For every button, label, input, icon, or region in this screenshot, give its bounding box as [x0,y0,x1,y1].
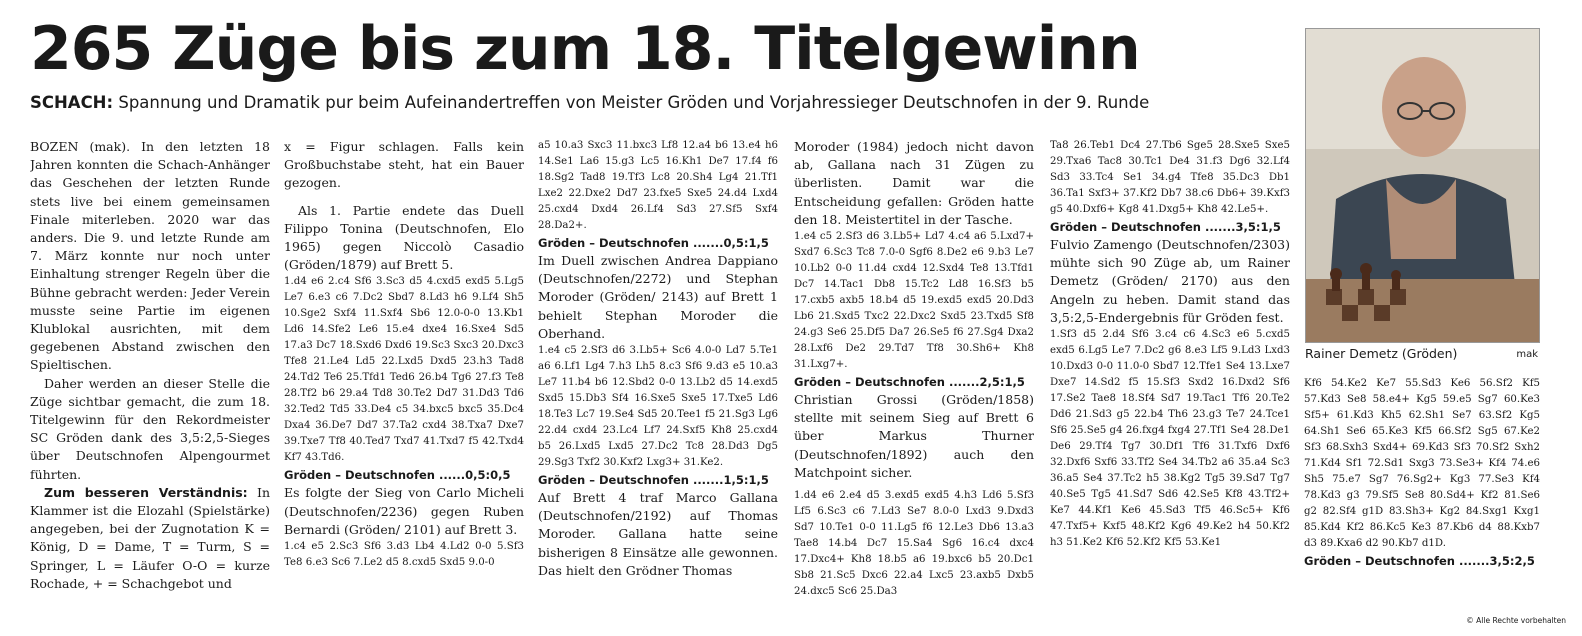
paragraph-text: In Klammer ist die Elozahl (Spielstärke) angegeben, bei der Zugnotation K = König, D = Dame, T = Turm, S = Springer, L = Läufer O-O = kurze Rochade, + = Schachgebot und [30,484,270,591]
score-line: Gröden – Deutschnofen .......3,5:2,5 [1304,554,1535,568]
headline: 265 Züge bis zum 18. Titelgewinn [30,14,1140,84]
move-notation: 1.Sf3 d5 2.d4 Sf6 3.c4 c6 4.Sc3 e6 5.cxd5 exd5 6.Lg5 Le7 7.Dc2 g6 8.e3 Lf5 9.Ld3 Lxd3 10.Dxd3 0-0 11.0-0 Sbd7 12.Tfe1 Se4 13.Lxe7 Dxe7 14.Sd2 f5 15.Sf3 Sxd2 16.Dxd2 Sf6 17.Se2 Tae8 18.Sf4 Sd7 19.Tac1 Tf6 20.Te2 Dd6 21.Sd3 g5 22.b4 Th6 23.g3 Te7 24.Tce1 Sf6 25.Se5 g4 26.fxg4 fxg4 27.Tf1 Se4 28.De1 De6 29.Tf4 Tg7 30.Df1 Tf6 31.Txf6 Dxf6 32.Dxf6 Sxf6 33.Tf2 Se4 34.Tb2 a6 35.a4 Sc3 36.a5 Se4 37.Tc2 h5 38.Kg2 Tg5 39.Sd7 Tg7 40.Se5 Tg5 41.Sd7 Sd6 42.Se5 Kf8 43.Tf2+ Ke7 44.Kf1 Ke6 45.Sd3 Tf5 46.Sc5+ Kf6 47.Txf5+ Kxf5 48.Kf2 Kg6 49.Ke2 h4 50.Kf2 h3 51.Ke2 Kf6 52.Kf2 Kf5 53.Ke1 [1050,329,1290,549]
paragraph: Als 1. Partie endete das Duell Filippo Tonina (Deutschnofen, Elo 1965) gegen Niccolò Casadio (Gröden/1879) auf Brett 5. [284,202,524,273]
score-line: Gröden – Deutschnofen .......1,5:1,5 [538,473,769,488]
photo-caption [1305,346,1538,361]
article-column-5 [1050,138,1290,632]
article-column-1 [30,138,270,632]
paragraph-lead: Zum besseren Verständnis: [44,484,248,500]
move-notation: Ta8 26.Teb1 Dc4 27.Tb6 Sge5 28.Sxe5 Sxe5 29.Txa6 Tac8 30.Tc1 De4 31.f3 Dg6 32.Lf4 Sd3 33.Tc4 Se1 34.g4 Tfe8 35.Dc3 Db1 36.Ta1 Sxf3+ 37.Kf2 Db7 38.c6 Db6+ 39.Kxf3 g5 40.Dxf6+ Kg8 41.Dxg5+ Kh8 42.Le5+. [1050,140,1290,215]
player-photo [1305,28,1540,343]
score-line: Gröden – Deutschnofen .......0,5:1,5 [538,236,769,250]
paragraph: Moroder (1984) jedoch nicht davon ab, Gallana nach 31 Zügen zu überlisten. Damit war die Entscheidung gefallen: Gröden hatte den 18. Meistertitel in der Tasche. [794,139,1034,227]
move-notation: 1.d4 e6 2.e4 d5 3.exd5 exd5 4.h3 Ld6 5.Sf3 Lf5 6.Sc3 c6 7.Ld3 Se7 8.0-0 Lxd3 9.Dxd3 Sd7 10.Te1 0-0 11.Lg5 f6 12.Le3 Db6 13.a3 Tae8 14.b4 Dc7 15.Sa4 Sg6 16.c4 dxc4 17.Dxc4+ Kh8 18.b5 a6 19.bxc6 b5 20.Dc1 Sb8 21.Sc5 Dxc6 22.a4 Lxc5 23.axb5 Dxb5 24.dxc5 Sc6 25.Da3 [794,490,1034,598]
subheadline-text: Spannung und Dramatik pur beim Aufeinandertreffen von Meister Gröden und Vorjahressieger Deutschnofen in der 9. Runde [118,93,1150,112]
move-notation: Kf6 54.Ke2 Ke7 55.Sd3 Ke6 56.Sf2 Kf5 57.Kd3 Se8 58.e4+ Kg5 59.e5 Sg7 60.Ke3 Sf5+ 61.Kd3 Kh5 62.Sh1 Se7 63.Sf2 Kg5 64.Sh1 Se6 65.Ke3 Kf5 66.Sf2 Sg5 67.Ke2 Sf3 68.Sxh3 Sxd4+ 69.Kd3 Sf3 70.Sf2 Sxh2 71.Kd4 Sf1 72.Sd1 Sxg3 73.Se3+ Kf4 74.e6 Sh5 75.e7 Sg7 76.Sg2+ Kg3 77.Se3 Kf4 78.Kd3 g3 79.Sf5 Se8 80.Sd4+ Kf2 81.Se6 g2 82.Sf4 g1D 83.Sh3+ Kg2 84.Sxg1 Kxg1 85.Kd4 Kf2 86.Kc5 Ke3 87.Kb6 d4 88.Kxb7 d3 89.Kxa6 d2 90.Kb7 d1D. [1304,378,1540,549]
paragraph: Im Duell zwischen Andrea Dappiano (Deutschnofen/2272) und Stephan Moroder (Gröden/ 2143) auf Brett 1 behielt Stephan Moroder die Oberhand. [538,253,778,341]
article-column-3 [538,138,778,632]
paragraph: x = Figur schlagen. Falls kein Großbuchstabe steht, hat ein Bauer gezogen. [284,139,524,191]
photo-credit: mak [1516,349,1538,360]
paragraph: Daher werden an dieser Stelle die Züge sichtbar gemacht, die zum 18. Titelgewinn für den Rekordmeister SC Gröden dank des 3,5:2,5-Sieges über Deutschnofen Alpengourmet führten. [30,375,270,482]
move-notation: a5 10.a3 Sxc3 11.bxc3 Lf8 12.a4 b6 13.e4 h6 14.Se1 La6 15.g3 Lc5 16.Kh1 De7 17.f4 f6 18.Sg2 Tad8 19.Tf3 Lc8 20.Sh4 Lg4 21.Tf1 Lxe2 22.Dxe2 Dd7 23.fxe5 Sxe5 24.d4 Lxd4 25.cxd4 Dxd4 26.Lf4 Sd3 27.Sf5 Sxf4 28.Da2+. [538,140,778,231]
score-line: Gröden – Deutschnofen ......0,5:0,5 [284,468,511,483]
paragraph: BOZEN (mak). In den letzten 18 Jahren konnten die Schach-Anhänger das Geschehen der letzten Runde stets live bei einem gemeinsamen Finale miterleben. 2020 war das anders. Die 9. und letzte Runde am 7. März konnte nur noch unter Einhaltung strenger Regeln über die Bühne gebracht werden: Jeder Verein musste seine Partie im eigenen Klublokal ausrichten, mit dem gegebenen Abstand zwischen den Spieltischen. [30,139,270,373]
player-photo-illustration [1306,29,1539,342]
copyright-notice: © Alle Rechte vorbehalten [1466,616,1566,625]
subheadline [30,91,1149,115]
move-notation: 1.e4 c5 2.Sf3 d6 3.Lb5+ Sc6 4.0-0 Ld7 5.Te1 a6 6.Lf1 Lg4 7.h3 Lh5 8.c3 Sf6 9.d3 e5 10.a3 Le7 11.b4 b6 12.Sbd2 0-0 13.Lb2 d5 14.exd5 Sxd5 15.Db3 Sf4 16.Sxe5 Sxe5 17.Txe5 Ld6 18.Te3 Lc7 19.Se4 Sd5 20.Tee1 f5 21.Sg3 Lg6 22.d4 cxd4 23.Lc4 Lf7 24.Sxf5 Kh8 25.cxd4 b5 26.Lxd5 Lxd5 27.Dc2 Tc8 28.Dd3 Dg5 29.Sg3 Txf2 30.Kxf2 Lxg3+ 31.Ke2. [538,345,778,469]
paragraph: Es folgte der Sieg von Carlo Micheli (Deutschnofen/2236) gegen Ruben Bernardi (Gröden/ 2101) auf Brett 3. [284,485,524,537]
paragraph [30,484,270,593]
score-line: Gröden – Deutschnofen .......3,5:1,5 [1050,220,1281,234]
paragraph: Auf Brett 4 traf Marco Gallana (Deutschnofen/2192) auf Thomas Moroder. Gallana hatte seine bisherigen 8 Einsätze alle gewonnen. Das hielt den Grödner Thomas [538,490,778,578]
paragraph: Christian Grossi (Gröden/1858) stellte mit seinem Sieg auf Brett 6 über Markus Thurner (Deutschnofen/1892) auch den Matchpoint sicher. [794,392,1034,480]
score-line: Gröden – Deutschnofen .......2,5:1,5 [794,375,1025,390]
move-notation: 1.d4 e6 2.c4 Sf6 3.Sc3 d5 4.cxd5 exd5 5.Lg5 Le7 6.e3 c6 7.Dc2 Sbd7 8.Ld3 h6 9.Lf4 Sh5 10.Sge2 Sxf4 11.Sxf4 Sb6 12.0-0-0 13.Kb1 Ld6 14.Sfe2 Le6 15.e4 dxe4 16.Sxe4 Sd5 17.a3 Dc7 18.Sxd6 Dxd6 19.Sc3 Sxc3 20.Dxc3 Tfe8 21.Le4 Ld5 22.Lxd5 Dxd5 23.h3 Tad8 24.Td2 Te6 25.Tfd1 Ted6 26.b4 Tg6 27.f3 Te8 28.Tf2 b6 29.a4 Td8 30.Te2 Dd7 31.Dd3 Td6 32.Ted2 Td5 33.De4 c5 34.bxc5 bxc5 35.Dc4 Dxa4 36.De7 Dd7 37.Ta2 cxd4 38.Txa7 Dxe7 39.Txe7 Tf8 40.Ted7 Txd7 41.Txd7 f5 42.Txd4 Kf7 43.Td6. [284,276,524,464]
article-column-2 [284,138,524,632]
photo-caption-text: Rainer Demetz (Gröden) [1305,346,1458,361]
article-column-6 [1304,376,1540,620]
kicker: SCHACH: [30,93,114,112]
move-notation: 1.c4 e5 2.Sc3 Sf6 3.d3 Lb4 4.Ld2 0-0 5.Sf3 Te8 6.e3 Sc6 7.Le2 d5 8.cxd5 Sxd5 9.0-0 [284,541,524,569]
paragraph: Fulvio Zamengo (Deutschnofen/2303) mühte sich 90 Züge ab, um Rainer Demetz (Gröden/ 2170) aus den Angeln zu heben. Damit stand das 3,5:2,5-Endergebnis für Gröden fest. [1050,237,1290,325]
move-notation: 1.e4 c5 2.Sf3 d6 3.Lb5+ Ld7 4.c4 a6 5.Lxd7+ Sxd7 6.Sc3 Tc8 7.0-0 Sgf6 8.De2 e6 9.b3 Le7 10.Lb2 0-0 11.d4 cxd4 12.Sxd4 Te8 13.Tfd1 Dc7 14.Tac1 Db8 15.Tc2 Ld8 16.Sf3 b5 17.cxb5 axb5 18.b4 d5 19.exd5 exd5 20.Dd3 Lb6 21.Sxd5 Txc2 22.Dxc2 Sxd5 23.Txd5 Sf8 24.g3 Se6 25.Df5 Da7 26.Se5 f6 27.Sg4 Dxa2 28.Lxf6 De2 29.Td7 Tf8 30.Sh6+ Kh8 31.Lxg7+. [794,231,1034,371]
article-column-4 [794,138,1034,632]
